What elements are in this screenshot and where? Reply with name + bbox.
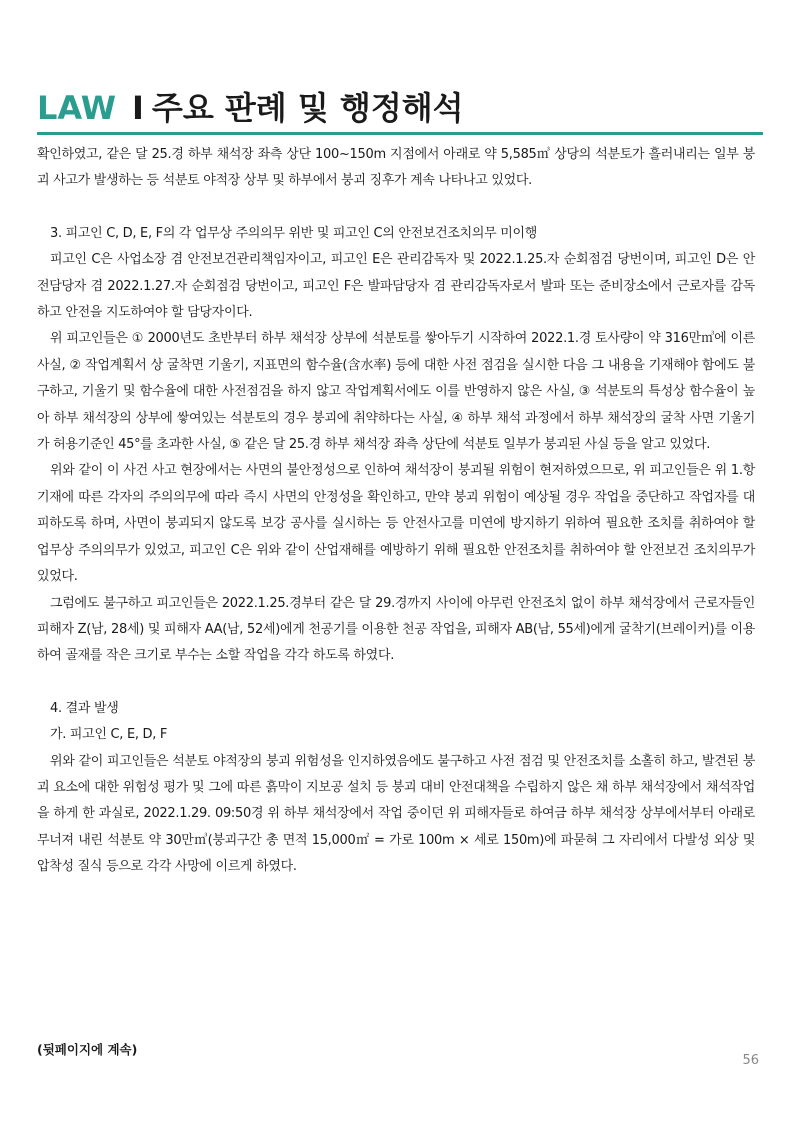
section-4-heading: 4. 결과 발생	[50, 700, 119, 716]
header-title-text: 주요 판례 및 행정해석	[151, 89, 464, 127]
spacer	[37, 670, 755, 696]
paragraph-3: 위 피고인들은 ① 2000년도 초반부터 하부 채석장 상부에 석분토를 쌓아두기 시작하여 2022.1.경 토사량이 약 316만㎥에 이른 사실, ② 작업계획서 상 굴착면 기울기, 지표면의 함수율(含水率) 등에 대한 사전 점검을 실시한 다음 그 내용을 기재해야 함에도 불구하고, 기울기 및 함수율에 대한 사전점검을 하지 않고 작업계획서에도 이를 반영하지 않은 사실, ③ 석분토의 특성상 함수율이 높아 하부 채석장의 상부에 쌓여있는 석분토의 경우 붕괴에 취약하다는 사실, ④ 하부 채석 과정에서 하부 채석장의 굴착 사면 기울기가 허용기준인 45°를 초과한 사실, ⑤ 같은 달 25.경 하부 채석장 좌측 상단에 석분토 일부가 붕괴된 사실 등을 알고 있었다.	[37, 331, 755, 453]
paragraph-1: 확인하였고, 같은 달 25.경 하부 채석장 좌측 상단 100~150m 지점에서 아래로 약 5,585㎥ 상당의 석분토가 흘러내리는 일부 붕괴 사고가 발생하는 등 석분토 야적장 상부 및 하부에서 붕괴 징후가 계속 나타나고 있었다.	[37, 147, 755, 189]
title-separator: I	[132, 89, 144, 127]
continued-note: (뒷페이지에 계속)	[37, 1042, 138, 1057]
section-4a-heading: 가. 피고인 C, E, D, F	[50, 727, 168, 743]
section-3-heading: 3. 피고인 C, D, E, F의 각 업무상 주의의무 위반 및 피고인 C의 안전보건조치의무 미이행	[50, 225, 538, 241]
paragraph-4: 위와 같이 이 사건 사고 현장에서는 사면의 불안정성으로 인하여 채석장이 붕괴될 위험이 현저하였으므로, 위 피고인들은 위 1.항 기재에 따른 각자의 주의의무에 따라 즉시 사면의 안정성을 확인하고, 만약 붕괴 위험이 예상될 경우 작업을 중단하고 작업자를 대피하도록 하며, 사면이 붕괴되지 않도록 보강 공사를 실시하는 등 안전사고를 미연에 방지하기 위하여 필요한 조치를 취하여야 할 업무상 주의의무가 있었고, 피고인 C은 위와 같이 산업재해를 예방하기 위해 필요한 안전조치를 취하여야 할 안전보건 조치의무가 있었다.	[37, 463, 755, 585]
page-number: 56	[742, 1053, 759, 1068]
paragraph-5: 그럼에도 불구하고 피고인들은 2022.1.25.경부터 같은 달 29.경까지 사이에 아무런 안전조치 없이 하부 채석장에서 근로자들인 피해자 Z(남, 28세) 및 피해자 AA(남, 52세)에게 천공기를 이용한 천공 작업을, 피해자 AB(남, 55세)에게 굴착기(브레이커)를 이용하여 골재를 작은 크기로 부수는 소할 작업을 각각 하도록 하였다.	[37, 595, 755, 664]
header-divider	[37, 132, 763, 135]
page-header	[37, 86, 763, 132]
document-body	[37, 142, 755, 881]
paragraph-6: 위와 같이 피고인들은 석분토 야적장의 붕괴 위험성을 인지하였음에도 불구하고 사전 점검 및 안전조치를 소홀히 하고, 발견된 붕괴 요소에 대한 위험성 평가 및 그에 따른 흙막이 지보공 설치 등 붕괴 대비 안전대책을 수립하지 않은 채 하부 채석장에서 채석작업을 하게 한 과실로, 2022.1.29. 09:50경 위 하부 채석장에서 작업 중이던 위 피해자들로 하여금 하부 채석장 상부에서부터 아래로 무너져 내린 석분토 약 30만㎥(붕괴구간 총 면적 15,000㎡ = 가로 100m × 세로 150m)에 파묻혀 그 자리에서 다발성 외상 및 압착성 질식 등으로 각각 사망에 이르게 하였다.	[37, 753, 755, 875]
section-title	[37, 86, 464, 130]
law-label: LAW	[37, 89, 117, 127]
spacer	[37, 195, 755, 221]
paragraph-2: 피고인 C은 사업소장 겸 안전보건관리책임자이고, 피고인 E은 관리감독자 및 2022.1.25.자 순회점검 당번이며, 피고인 D은 안전담당자 겸 2022.1.27.자 순회점검 당번이고, 피고인 F은 발파담당자 겸 관리감독자로서 발파 또는 준비장소에서 근로자를 감독하고 안전을 지도하여야 할 담당자이다.	[37, 252, 755, 321]
